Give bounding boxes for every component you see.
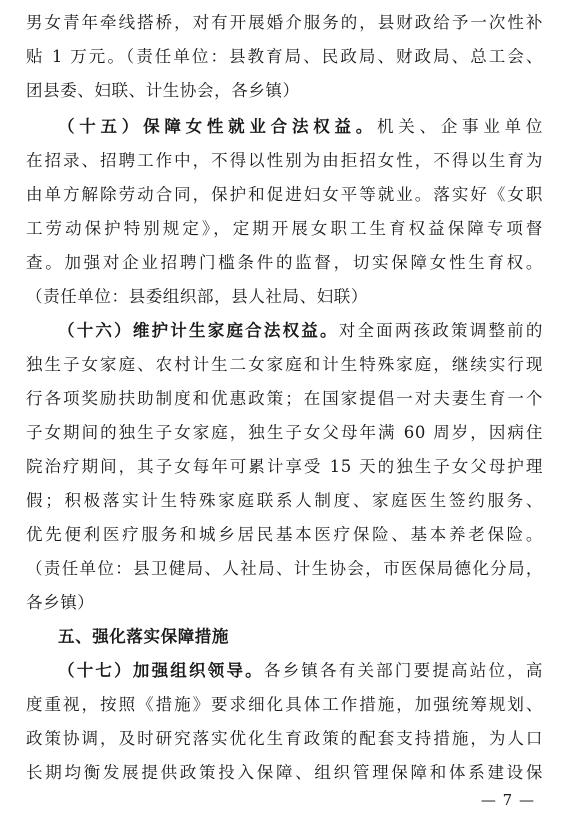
section-16-text: 对全面两孩政策调整前的 [338,321,543,340]
text-line: 工劳动保护特别规定》，定期开展女职工生育权益保障专项督 [26,219,543,238]
text-line: 查。加强对企业招聘门槛条件的监督，切实保障女性生育权。 [26,253,543,272]
text-line: 男女青年牵线搭桥，对有开展婚介服务的，县财政给予一次性补 [26,13,543,32]
section-five-heading: 五、强化落实保障措施 [58,627,229,646]
section-15-text: 机关、企事业单位 [377,117,543,136]
text-line: 各乡镇） [26,593,95,612]
text-line: 行各项奖励扶助制度和优惠政策；在国家提倡一对夫妻生育一个 [26,389,543,408]
text-line: 优先便利医疗服务和城乡居民基本医疗保险、基本养老保险。 [26,525,543,544]
text-line: 长期均衡发展提供政策投入保障、组织管理保障和体系建设保 [26,763,543,782]
text-line: （责任单位：县委组织部，县人社局、妇联） [26,287,368,306]
section-16-heading: （十六）维护计生家庭合法权益。 [58,321,339,340]
text-line: 在招录、招聘工作中，不得以性别为由拒招女性，不得以生育为 [26,151,543,170]
text-line: 政策协调，及时研究落实优化生育政策的配套支持措施，为人口 [26,729,543,748]
section-17-heading: （十七）加强组织领导。 [58,661,264,680]
text-line: 度重视，按照《措施》要求细化具体工作措施，加强统筹规划、 [26,695,543,714]
text-line: 子女期间的独生子女家庭，独生子女父母年满 60 周岁，因病住 [26,423,543,442]
section-17-text: 各乡镇各有关部门要提高站位，高 [263,661,543,680]
section-17-first-line [58,654,543,688]
text-line: 独生子女家庭、农村计生二女家庭和计生特殊家庭，继续实行现 [26,355,543,374]
text-line: 由单方解除劳动合同，保护和促进妇女平等就业。落实好《女职 [26,185,543,204]
section-15-first-line [58,110,543,144]
section-15-heading: （十五）保障女性就业合法权益。 [58,117,378,136]
text-line: 贴 1 万元。（责任单位：县教育局、民政局、财政局、总工会、 [26,47,543,66]
page-number: — 7 — [480,791,535,809]
text-line: （责任单位：县卫健局、人社局、计生协会，市医保局德化分局， [26,559,543,578]
text-line: 假；积极落实计生特殊家庭联系人制度、家庭医生签约服务、 [26,491,543,510]
section-16-first-line [58,314,543,348]
text-line: 院治疗期间，其子女每年可累计享受 15 天的独生子女父母护理 [26,457,543,476]
text-line: 团县委、妇联、计生协会，各乡镇） [26,81,300,100]
